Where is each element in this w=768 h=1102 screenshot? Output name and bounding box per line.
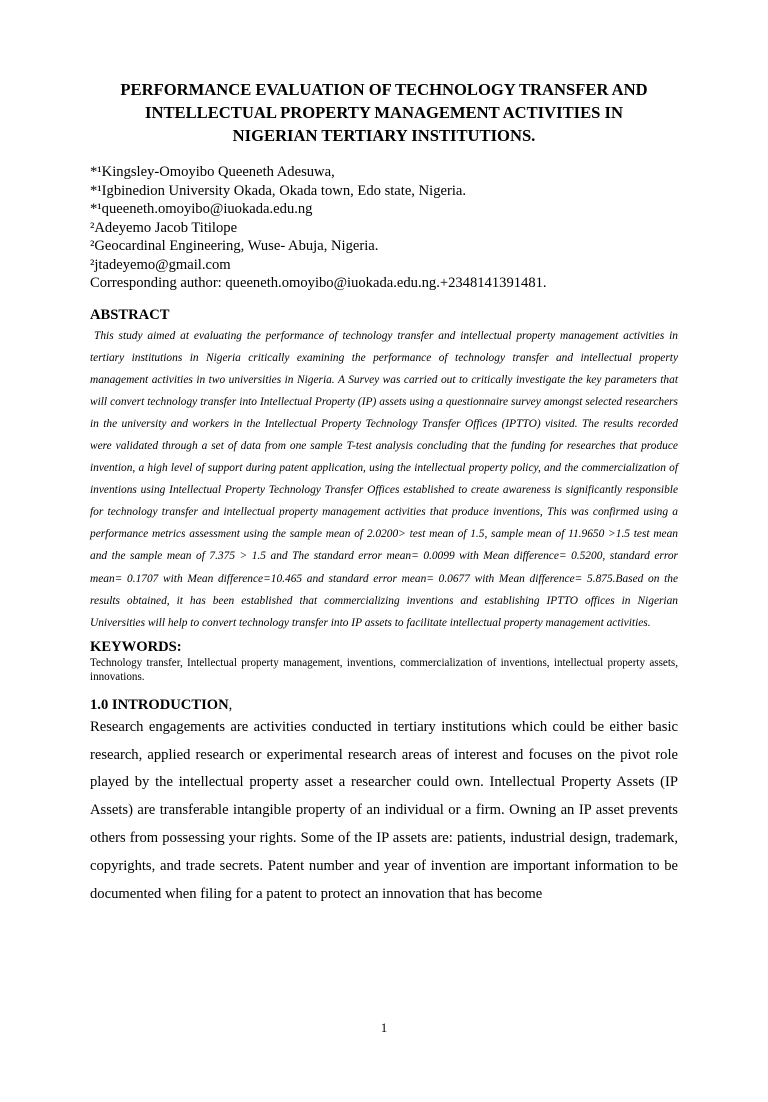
author-name-1: *¹Kingsley-Omoyibo Queeneth Adesuwa,: [90, 164, 335, 180]
title-line: INTELLECTUAL PROPERTY MANAGEMENT ACTIVITIES IN: [145, 103, 623, 122]
author-affiliation-1: *¹Igbinedion University Okada, Okada town, Edo state, Nigeria.: [90, 182, 467, 199]
keywords-heading: KEYWORDS:: [90, 638, 182, 655]
corresponding-author: Corresponding author: queeneth.omoyibo@iuokada.edu.ng.+2348141391481.: [90, 275, 547, 291]
keywords-body: Technology transfer, Intellectual property management, inventions, commercialization of inventions, intellectual property assets, innovations.: [90, 656, 678, 683]
author-block: [90, 163, 678, 293]
author-affiliation-2: ²Geocardinal Engineering, Wuse- Abuja, Nigeria.: [90, 238, 379, 254]
author-email-1: *¹queeneth.omoyibo@iuokada.edu.ng: [90, 201, 313, 217]
paper-title: [90, 78, 678, 147]
paper-page: [0, 78, 768, 1102]
introduction-heading: [90, 696, 678, 714]
page-number: 1: [380, 1021, 388, 1035]
abstract-heading: ABSTRACT: [90, 306, 170, 323]
author-name-2: ²Adeyemo Jacob Titilope: [90, 219, 238, 236]
title-line: PERFORMANCE EVALUATION OF TECHNOLOGY TRANSFER AND: [120, 80, 648, 99]
introduction-heading-text: 1.0 INTRODUCTION: [90, 696, 229, 713]
title-line: NIGERIAN TERTIARY INSTITUTIONS.: [232, 126, 536, 145]
introduction-body: Research engagements are activities conducted in tertiary institutions which could be either basic research, applied research or experimental research areas of interest and focuses on the pivot role played by the intellectual property asset a researcher could own. Intellectual Property Assets (IP Assets) are transferable intangible property of an individual or a firm. Owning an IP asset prevents others from possessing your rights. Some of the IP assets are: patients, industrial design, trademark, copyrights, and trade secrets. Patent number and year of invention are important information to be documented when filing for a patent to protect an innovation that has become: [90, 718, 678, 902]
introduction-heading-suffix: ,: [228, 696, 233, 713]
author-email-2: ²jtadeyemo@gmail.com: [90, 256, 231, 273]
abstract-body: This study aimed at evaluating the performance of technology transfer and intellectual property management activities in tertiary institutions in Nigeria critically examining the performance of technology transfer and intellectual property management activities in two universities in Nigeria. A Survey was carried out to critically investigate the key parameters that will convert technology transfer into Intellectual Property (IP) assets using a questionnaire survey amongst selected researchers in the university and workers in the Intellectual Property Technology Transfer Offices (IPTTO) visited. The results recorded were validated through a set of data from one sample T-test analysis concluding that the funding for researches that produce invention, a high level of support during patent application, using the intellectual property policy, and the commercialization of inventions using Intellectual Property Technology Transfer Offices established to create awareness is significantly responsible for technology transfer and intellectual property management activities that produce inventions, This was confirmed using a performance metrics assessment using the sample mean of 2.0200> test mean of 1.5, sample mean of 11.9650 >1.5 test mean and the sample mean of 7.375 > 1.5 and The standard error mean= 0.0099 with Mean difference= 0.5200, standard error mean= 0.1707 with Mean difference=10.465 and standard error mean= 0.0677 with Mean difference= 5.875.Based on the results obtained, it has been established that commercializing inventions and establishing IPTTO offices in Nigerian Universities will help to convert technology transfer into IP assets to facilitate intellectual property management activities.: [90, 329, 678, 629]
